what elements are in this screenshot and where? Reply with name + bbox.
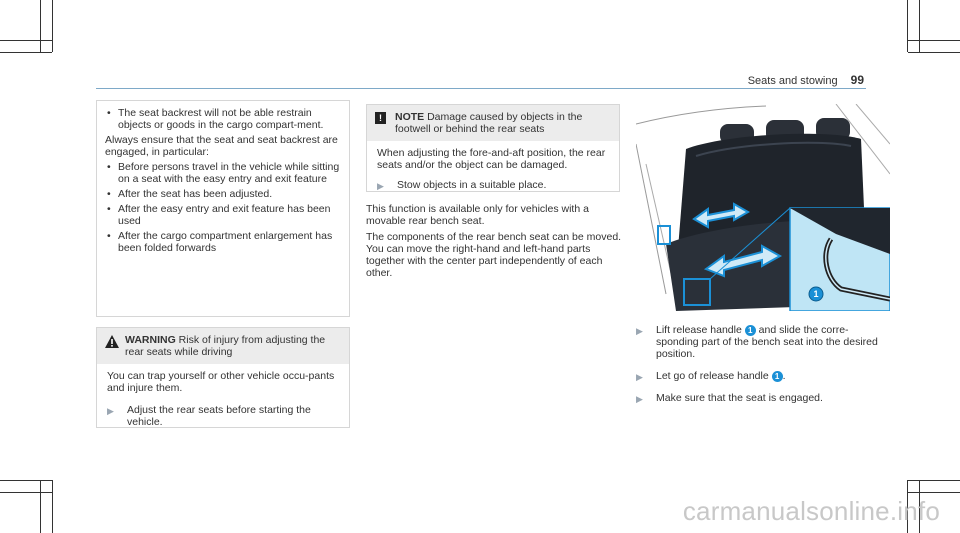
warning-step — [107, 404, 339, 428]
step-text: Lift release handle — [656, 324, 742, 336]
note-title: Damage caused by objects in the footwell or behind the rear seats — [395, 111, 583, 135]
rear-bench-seat-illustration — [636, 104, 890, 311]
step-text: and slide the corre-sponding part of the bench seat into the desired position. — [656, 324, 878, 360]
warning-icon — [105, 335, 119, 348]
note-box — [366, 104, 620, 192]
continued-warning-box — [96, 100, 350, 317]
crop-mark — [908, 480, 960, 481]
section-title: Seats and stowing — [747, 75, 838, 87]
crop-mark — [40, 0, 41, 52]
crop-mark — [0, 52, 52, 53]
callout-badge: 1 — [745, 325, 756, 336]
note-icon: ! — [375, 112, 386, 124]
intro-text: Always ensure that the seat and seat backrest are engaged, in particular: — [105, 134, 338, 158]
step-arrow-icon: ▶ — [636, 394, 643, 404]
header-rule — [96, 88, 866, 89]
instruction-step — [636, 392, 890, 404]
step-arrow-icon: ▶ — [377, 181, 384, 191]
list-item: • The seat backrest will not be able restrain objects or goods in the cargo compart-ment. — [105, 107, 341, 131]
note-step-text: Stow objects in a suitable place. — [397, 179, 547, 191]
step-text: Make sure that the seat is engaged. — [656, 392, 823, 404]
crop-mark — [919, 0, 920, 52]
instruction-step — [636, 324, 890, 360]
step-arrow-icon: ▶ — [107, 406, 114, 416]
instruction-steps — [636, 324, 890, 404]
step-arrow-icon: ▶ — [636, 372, 643, 382]
instruction-step — [636, 370, 890, 382]
step-arrow-icon: ▶ — [636, 326, 643, 336]
list-item: • Before persons travel in the vehicle while sitting on a seat with the easy entry and exit feature — [105, 161, 341, 185]
crop-mark — [0, 40, 52, 41]
warning-body: You can trap yourself or other vehicle occu-pants and injure them. — [107, 370, 335, 394]
note-step — [377, 179, 609, 191]
note-label: NOTE — [395, 111, 425, 123]
warning-header — [97, 328, 349, 364]
crop-mark — [52, 480, 53, 533]
step-text: . — [782, 370, 786, 382]
bullet-list-top — [105, 107, 341, 131]
list-item: • After the seat has been adjusted. — [105, 188, 341, 200]
crop-mark — [52, 0, 53, 52]
watermark: carmanualsonline.info — [682, 496, 940, 526]
list-item: • After the easy entry and exit feature has been used — [105, 203, 341, 227]
step-text: Let go of release handle — [656, 370, 769, 382]
crop-mark — [908, 492, 960, 493]
bullet-list — [105, 161, 341, 254]
crop-mark — [907, 0, 908, 52]
paragraph: The components of the rear bench seat can be moved. You can move the right-hand and left-hand parts together with the center part independently of each other. — [366, 231, 622, 279]
page-number: 99 — [850, 73, 864, 87]
figure-callout: 1 — [813, 289, 819, 299]
crop-mark — [908, 40, 960, 41]
note-header — [367, 105, 619, 141]
middle-text — [366, 203, 622, 279]
list-item: • After the cargo compartment enlargement has been folded forwards — [105, 230, 341, 254]
crop-mark — [0, 492, 52, 493]
crop-mark — [0, 480, 52, 481]
rear-seat-figure — [636, 104, 890, 311]
warning-box — [96, 327, 350, 428]
warning-title: Risk of injury from adjusting the rear seats while driving — [125, 334, 326, 358]
note-body: When adjusting the fore-and-aft position, the rear seats and/or the object can be damaged. — [377, 147, 606, 171]
callout-badge: 1 — [772, 371, 783, 382]
crop-mark — [40, 480, 41, 533]
warning-step-text: Adjust the rear seats before starting the vehicle. — [127, 404, 311, 428]
running-header — [748, 73, 864, 87]
paragraph: This function is available only for vehicles with a movable rear bench seat. — [366, 203, 589, 227]
warning-label: WARNING — [125, 334, 176, 346]
crop-mark — [908, 52, 960, 53]
